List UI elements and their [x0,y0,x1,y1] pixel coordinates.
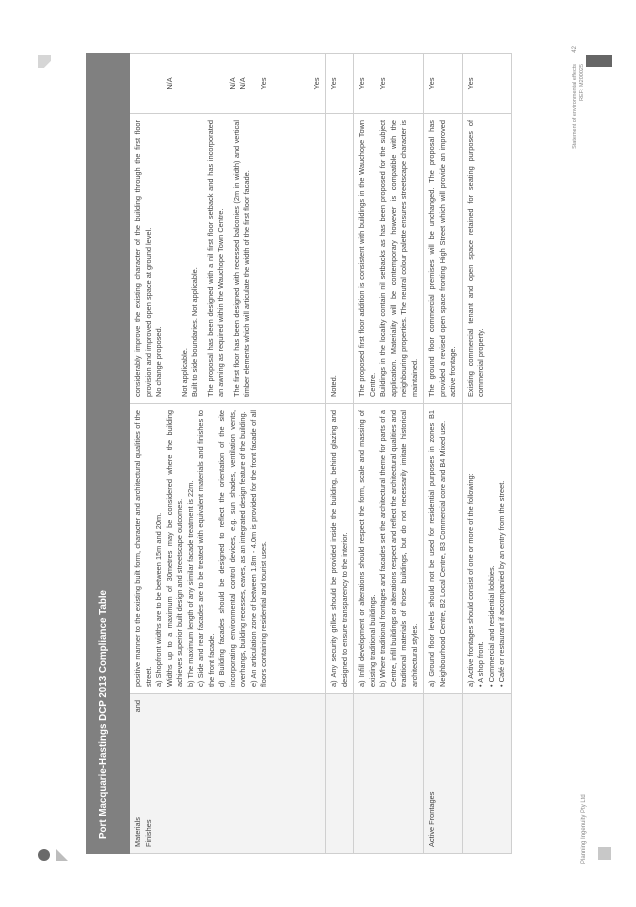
compliance-value [249,60,260,107]
compliance-value [217,60,228,107]
compliance-value: Yes [329,77,338,90]
control-target-text: a) Ground floor levels should not be used for residential purposes in zones B1 Neighbourhood Centre, B2 Local Centre, B3 Commercial core and B4 Mixed use. [427,410,447,687]
control-target-text: a) Infill development or alterations should respect the form, scale and massing of existing traditional buildings. [357,410,377,687]
compliance-value [291,60,302,107]
proposal-response-text: The proposal has been designed with a nil first floor setback and has incorporated an awning as required within the Wauchope Town Centre. [205,120,225,397]
control-target-text: • Café or restaurant if accompanied by an entry from the street. [497,480,506,687]
company-name: Planning Ingenuity Pty Ltd [581,794,587,864]
compliance-cell [424,54,463,114]
proposal-response-cell [424,114,463,404]
control-label-cell [130,694,326,854]
proposal-response-text: Not applicable. [179,348,189,397]
control-target-text: positive manner to the existing built form, character and architectural qualities of the street. [133,410,153,687]
control-target-text: a) Any security grilles should be provided inside the building, behind glazing and designed to ensure transparency to the interior. [329,410,349,687]
proposal-response-text: The first floor has been designed with recessed balconies (2m in width) and vertical timber elements which will articulate the width of the first floor facade. [231,120,251,397]
compliance-cell [462,54,511,114]
table-row [462,54,511,854]
control-targets-cell [326,404,354,694]
control-label: Materials [133,817,142,847]
compliance-value: Yes [259,77,268,90]
table-title-row [87,54,130,854]
table-row [130,54,326,854]
compliance-value: N/A [238,77,247,90]
control-target-text: b) Where traditional frontages and facades set the architectural theme for parts of a Centre, infill buildings or alterations respect and reflect the architectural qualities and traditional materials of those buildings, but do not necessarily imitate historical architectural styles. [378,410,419,687]
proposal-response-text: Buildings in the locality contain nil setbacks as has been proposed for the subject application. Materiality will be contemporary however is compatible with the neighbouring properties. The neutral colour palette ensures streetscape character is maintained. [378,120,419,397]
compliance-value [196,60,207,107]
proposal-response-text: Existing commercial tenant and open space retained for seating purposes of commercial property. [465,120,485,397]
control-label-cell [424,694,463,854]
proposal-response-text: The proposed first floor addition is consistent with buildings in the Wauchope Town Centre. [357,120,377,397]
proposal-response-cell [462,114,511,404]
control-targets-cell [354,404,424,694]
table-row [424,54,463,854]
control-target-text: a) Shopfront widths are to be between 15m and 20m. [154,512,163,687]
compliance-cell [326,54,354,114]
proposal-response-cell [326,114,354,404]
control-targets-cell [130,404,326,694]
compliance-value: Yes [427,77,436,90]
compliance-value [280,60,291,107]
control-label-cell [326,694,354,854]
control-target-text: • A shop front. [476,641,485,687]
compliance-value: Yes [357,77,366,90]
compliance-value [175,60,186,107]
document-reference [572,64,586,149]
compliance-value: Yes [465,77,475,90]
control-target-text: • Commercial and residential lobbies. [486,565,496,687]
control-targets-cell [424,404,463,694]
compliance-value: Yes [378,77,387,90]
compliance-value [301,60,312,107]
compliance-value [154,60,165,107]
compliance-value [270,60,281,107]
control-target-text: e) An articulation zone of between 1.8m - 4.0m is provided for the front facade of all floors containing residential and tourist uses. [248,410,268,687]
compliance-table [86,53,512,854]
table-row [354,54,424,854]
control-target-text: a) Active frontages should consist of one or more of the following: [465,473,475,687]
document-title: Statement of environmental effects [572,64,578,149]
control-targets-cell [462,404,511,694]
footer-square-icon [598,847,611,860]
proposal-response-text: Built to side boundaries. Not applicable. [190,267,199,397]
page-number: 42 [572,46,578,53]
compliance-value [368,60,379,107]
proposal-response-cell [354,114,424,404]
compliance-value [133,60,144,107]
compliance-value: N/A [164,77,174,90]
control-target-text: Widths up to a maximum of 30metres may be considered where the building achieves superior built design and streetscape outcomes. [164,410,184,687]
reference-number: REF: M200025 [579,64,585,101]
proposal-response-text: Noted. [329,375,338,397]
compliance-value: Yes [311,77,321,90]
compliance-cell [130,54,326,114]
control-target-text: c) Side and rear facades are to be treated with equivalent materials and finishes to the front facade. [196,410,216,687]
compliance-value: N/A [227,77,237,90]
control-label-cell [462,694,511,854]
control-target-text: b) The maximum length of any similar facade treatment is 22m. [185,480,195,687]
proposal-response-text: considerably improve the existing character of the building through the first floor provision and improved open space at ground level. [133,120,153,397]
proposal-response-text: No change proposed. [154,326,163,397]
control-target-text: d) Building facades should be designed to reflect the orientation of the site incorporating environmental control devices, e.g. sun shades, ventilation vents, overhangs, building recesses, eaves, as an integrated design feature of the building. [217,410,247,687]
control-label-suffix: and [133,700,142,713]
proposal-response-cell [130,114,326,404]
control-label: Active Frontages [427,791,436,847]
control-label-line2: Finishes [143,819,153,847]
compliance-value [186,60,197,107]
compliance-value [144,60,155,107]
table-title: Port Macquarie-Hastings DCP 2013 Compliance Table [87,54,130,854]
proposal-response-text: The ground floor commercial premises will be unchanged. The proposal has provided a revised open space fronting High Street which will provide an improved active frontage. [427,120,457,397]
compliance-cell [354,54,424,114]
table-row [326,54,354,854]
control-label-cell [354,694,424,854]
rotated-page [32,46,592,864]
compliance-value [207,60,218,107]
